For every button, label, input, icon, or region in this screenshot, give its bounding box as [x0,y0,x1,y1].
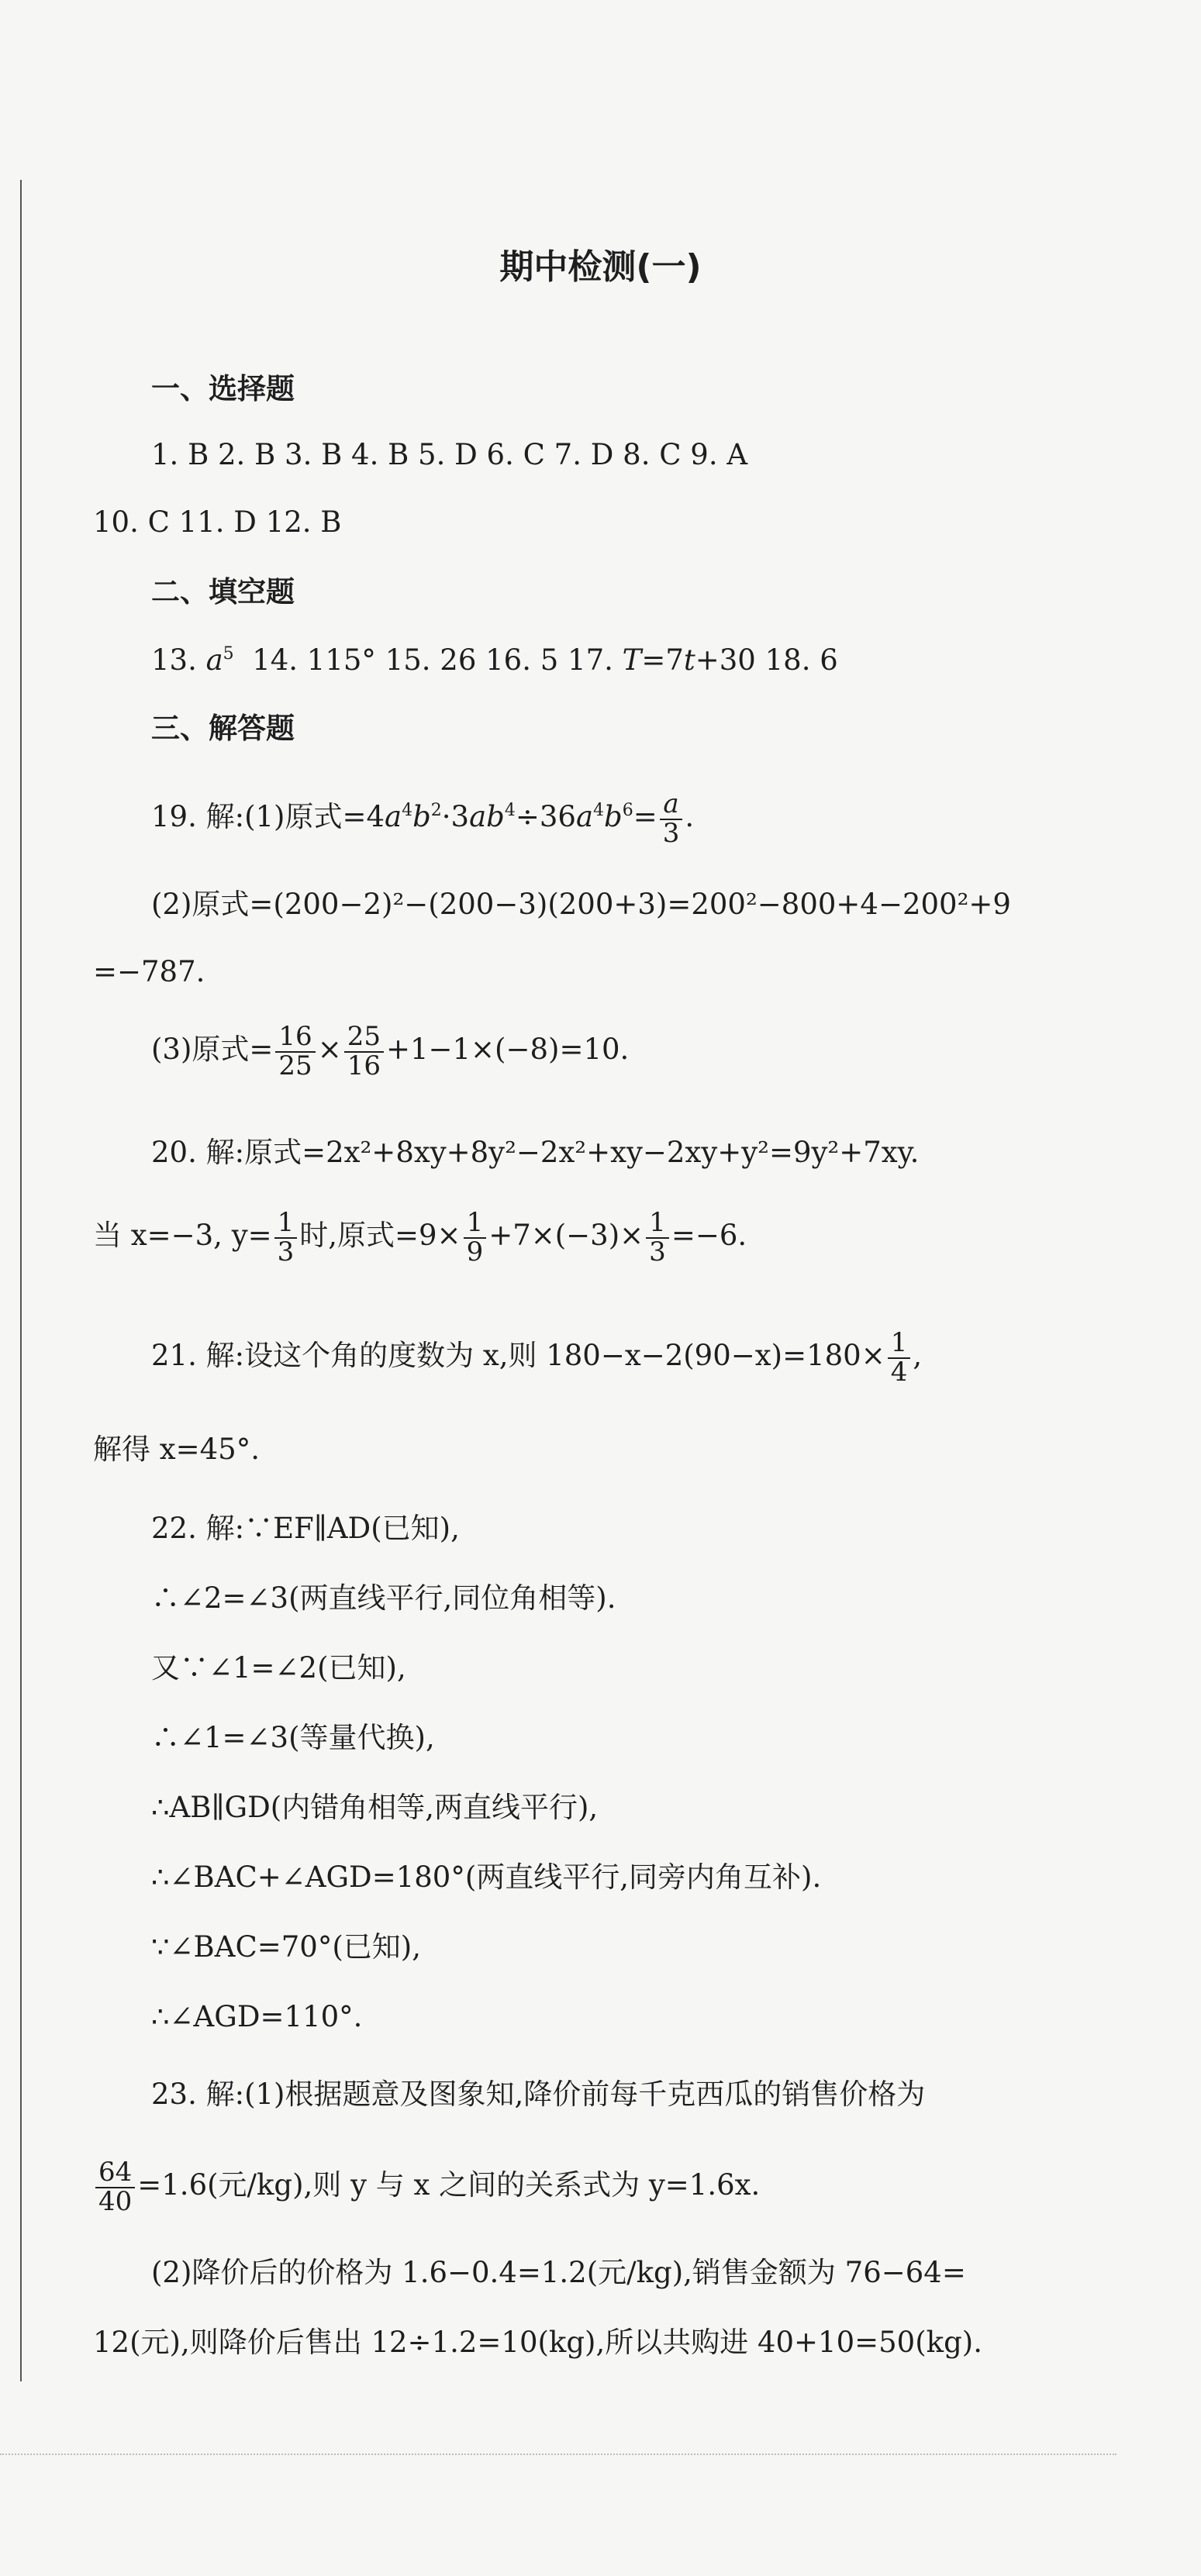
q20-line1: 20. 解:原式=2x²+8xy+8y²−2x²+xy−2xy+y²=9y²+7xy. [151,1136,920,1169]
q20-text: 时,原式=9× [299,1219,461,1253]
fraction: $\frac{1}{9}$ [464,1209,487,1266]
q23-text: =1.6(元/kg),则 y 与 x 之间的关系式为 y=1.6x. [137,2168,761,2202]
mc-answers-line1: 1. B 2. B 3. B 4. B 5. D 6. C 7. D 8. C 9. A [151,438,748,471]
fraction: $\frac{1}{3}$ [646,1209,669,1266]
q22-line: ∴∠1=∠3(等量代换), [151,1721,435,1754]
q19-text: +1−1×(−8)=10. [385,1033,630,1067]
fraction: $\frac{1}{4}$ [888,1329,911,1386]
q23-line3: (2)降价后的价格为 1.6−0.4=1.2(元/kg),销售金额为 76−64= [151,2256,966,2289]
q22-line: 22. 解:∵EF∥AD(已知), [151,1512,460,1545]
q23-line2 [93,2159,760,2216]
q14-17-text: 14. 115° 15. 26 16. 5 17. [252,643,613,677]
q19-text: 19. 解:(1)原式=4 [151,800,385,834]
q22-line: 又∵∠1=∠2(已知), [151,1651,406,1685]
q21-line1 [151,1329,922,1386]
margin-line [20,180,22,2381]
q20-line2 [93,1209,747,1266]
q20-text: =−6. [671,1219,747,1253]
section-heading-solve: 三、解答题 [151,712,295,745]
mc-answers-line2: 10. C 11. D 12. B [93,505,342,539]
q19-text: ·3 [441,800,470,834]
q19-text: (3)原式= [151,1033,274,1067]
q13-var: a [205,643,223,677]
fraction: $\frac{64}{40}$ [95,2159,135,2216]
q21-line2: 解得 x=45°. [93,1433,260,1466]
q22-line: ∴∠BAC+∠AGD=180°(两直线平行,同旁内角互补). [151,1860,822,1894]
q23-line4: 12(元),则降价后售出 12÷1.2=10(kg),所以共购进 40+10=50(kg). [93,2326,982,2359]
fraction: $\frac{16}{25}$ [275,1023,315,1080]
page-title: 期中检测(一) [499,247,702,287]
q22-line: ∴∠AGD=110°. [151,2000,363,2033]
q19-fraction: $\frac{a}{3}$ [660,791,683,847]
q19-line3: =−787. [93,955,205,988]
q23-line1: 23. 解:(1)根据题意及图象知,降价前每千克西瓜的销售价格为 [151,2078,926,2111]
q22-line: ∴∠2=∠3(两直线平行,同位角相等). [151,1581,616,1615]
q21-text: , [913,1339,923,1373]
q22-line: ∴AB∥GD(内错角相等,两直线平行), [151,1791,599,1824]
fraction: $\frac{1}{3}$ [274,1209,298,1266]
section-heading-choice: 一、选择题 [151,372,295,405]
q19-text: = [633,800,657,834]
q19-line2: (2)原式=(200−2)²−(200−3)(200+3)=200²−800+4−200²+9 [151,888,1011,921]
q22-line: ∵∠BAC=70°(已知), [151,1930,421,1964]
fill-answers [151,643,838,678]
q17-var-T: T [622,643,642,677]
q17-eq: =7 [641,643,684,677]
q17-18-text: +30 18. 6 [695,643,838,677]
fraction: $\frac{25}{16}$ [344,1023,384,1080]
q20-text: +7×(−3)× [488,1219,644,1253]
q19-text: ÷36 [515,800,576,834]
bottom-dotted-rule [0,2454,1116,2455]
q13-label: 13. [151,643,197,677]
q17-var-t: t [683,643,695,677]
q21-text: 21. 解:设这个角的度数为 x,则 180−x−2(90−x)=180× [151,1339,885,1373]
q20-text: 当 x=−3, y= [93,1219,272,1253]
section-heading-fill: 二、填空题 [151,575,295,609]
q19-line4: (3)原式= $\frac{16}{25}$ × $\frac{25}{16}$ +1−1×(−8)=10. [151,1021,630,1081]
q19-line1: 19. 解:(1)原式$=4a^4b^2\cdot 3ab^4\div 36a^4b^6=$ $\frac{a}{3}$ . [151,788,695,849]
q13-exp: 5 [223,644,234,664]
